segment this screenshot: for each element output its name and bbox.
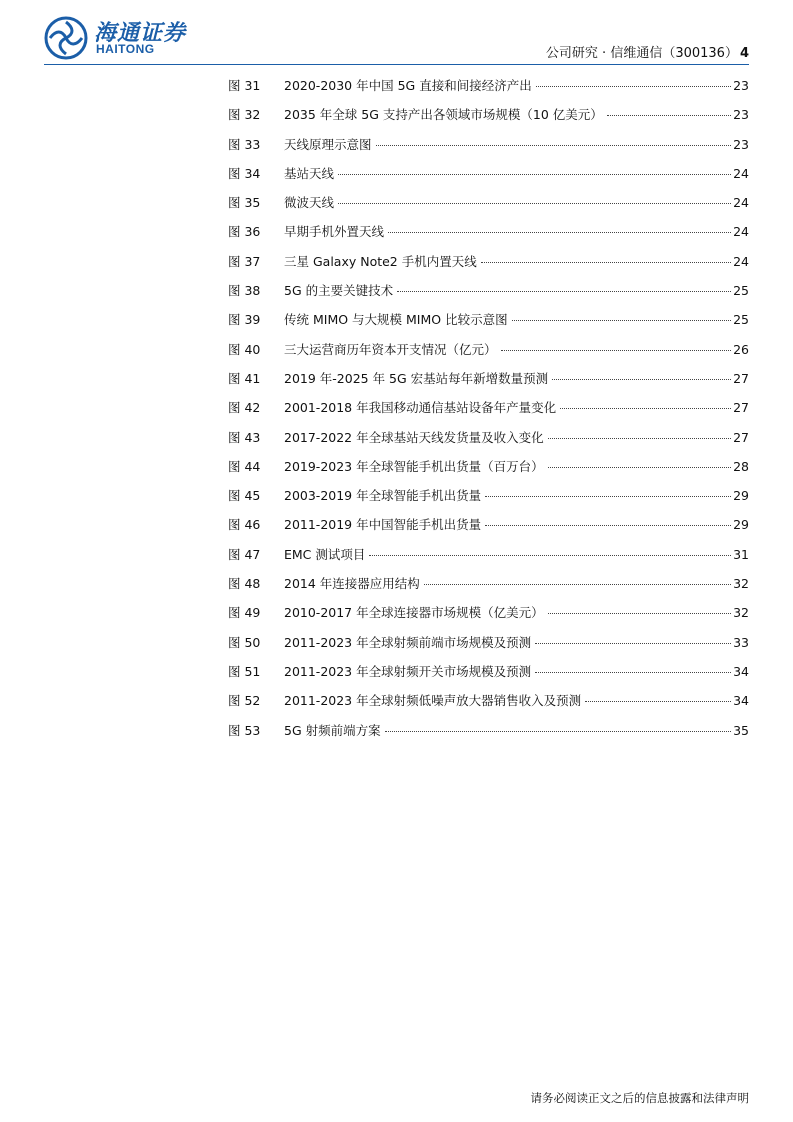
figure-page-number: 29 xyxy=(733,517,749,533)
figure-page-number: 24 xyxy=(733,165,749,181)
figure-number: 图 45 xyxy=(228,488,261,504)
dot-leader xyxy=(585,701,731,702)
toc-entry[interactable] xyxy=(228,340,749,369)
brand-name-cn: 海通证券 xyxy=(94,20,187,46)
figure-page-number: 26 xyxy=(733,341,749,357)
figure-number: 图 51 xyxy=(228,663,261,679)
figure-title: 2011-2023 年全球射频前端市场规模及预测 xyxy=(284,634,532,650)
dot-leader xyxy=(548,613,731,614)
toc-entry[interactable] xyxy=(228,222,749,251)
figure-number: 图 38 xyxy=(228,283,261,299)
figure-page-number: 28 xyxy=(733,458,749,474)
figure-title: 2019-2023 年全球智能手机出货量（百万台） xyxy=(284,458,544,474)
toc-entry[interactable] xyxy=(228,193,749,222)
figure-title: 5G 的主要关键技术 xyxy=(284,283,394,299)
figure-title: 三大运营商历年资本开支情况（亿元） xyxy=(284,341,497,357)
dot-leader xyxy=(535,643,731,644)
figure-page-number: 24 xyxy=(733,253,749,269)
dot-leader xyxy=(376,145,732,146)
toc-entry[interactable] xyxy=(228,369,749,398)
footer-disclaimer: 请务必阅读正文之后的信息披露和法律声明 xyxy=(530,1091,749,1105)
figure-page-number: 32 xyxy=(733,576,749,592)
figure-number: 图 48 xyxy=(228,576,261,592)
dot-leader xyxy=(485,525,731,526)
figure-number: 图 44 xyxy=(228,458,261,474)
toc-entry[interactable] xyxy=(228,457,749,486)
figure-title: 2017-2022 年全球基站天线发货量及收入变化 xyxy=(284,429,544,445)
dot-leader xyxy=(485,496,731,497)
figure-number: 图 33 xyxy=(228,136,261,152)
figure-title: 微波天线 xyxy=(284,195,335,211)
header-divider xyxy=(44,64,749,65)
figure-page-number: 34 xyxy=(733,663,749,679)
toc-entry[interactable] xyxy=(228,310,749,339)
figure-number: 图 50 xyxy=(228,634,261,650)
figure-title: 2011-2019 年中国智能手机出货量 xyxy=(284,517,482,533)
figure-page-number: 25 xyxy=(733,283,749,299)
toc-entry[interactable] xyxy=(228,574,749,603)
figure-number: 图 39 xyxy=(228,312,261,328)
toc-entry[interactable] xyxy=(228,135,749,164)
figure-number: 图 41 xyxy=(228,370,261,386)
toc-entry[interactable] xyxy=(228,486,749,515)
figure-title: 2035 年全球 5G 支持产出各领域市场规模（10 亿美元） xyxy=(284,107,603,123)
figure-page-number: 23 xyxy=(733,136,749,152)
page-number: 4 xyxy=(739,46,749,61)
report-info xyxy=(546,42,749,61)
dot-leader xyxy=(424,584,731,585)
toc-entry[interactable] xyxy=(228,398,749,427)
figure-number: 图 40 xyxy=(228,341,261,357)
toc-entry[interactable] xyxy=(228,164,749,193)
figure-number: 图 53 xyxy=(228,722,261,738)
toc-entry[interactable] xyxy=(228,252,749,281)
figure-page-number: 24 xyxy=(733,195,749,211)
figure-page-number: 23 xyxy=(733,107,749,123)
dot-leader xyxy=(560,408,731,409)
toc-entry[interactable] xyxy=(228,603,749,632)
figure-title: 2011-2023 年全球射频低噪声放大器销售收入及预测 xyxy=(284,693,582,709)
dot-leader xyxy=(548,467,731,468)
figure-page-number: 24 xyxy=(733,224,749,240)
toc-entry[interactable] xyxy=(228,76,749,105)
figure-title: EMC 测试项目 xyxy=(284,546,366,562)
dot-leader xyxy=(535,672,731,673)
figure-number: 图 46 xyxy=(228,517,261,533)
figure-number: 图 49 xyxy=(228,605,261,621)
toc-entry[interactable] xyxy=(228,428,749,457)
dot-leader xyxy=(397,291,731,292)
toc-entry[interactable] xyxy=(228,691,749,720)
figure-page-number: 33 xyxy=(733,634,749,650)
toc-entry[interactable] xyxy=(228,515,749,544)
haitong-logo-icon xyxy=(44,16,88,60)
toc-entry[interactable] xyxy=(228,281,749,310)
dot-leader xyxy=(501,350,732,351)
dot-leader xyxy=(552,379,731,380)
figure-title: 天线原理示意图 xyxy=(284,136,372,152)
figure-title: 早期手机外置天线 xyxy=(284,224,385,240)
toc-entry[interactable] xyxy=(228,721,749,750)
figure-page-number: 31 xyxy=(733,546,749,562)
figure-page-number: 27 xyxy=(733,400,749,416)
figure-title: 2020-2030 年中国 5G 直接和间接经济产出 xyxy=(284,78,532,93)
figure-number: 图 36 xyxy=(228,224,261,240)
figure-title: 2003-2019 年全球智能手机出货量 xyxy=(284,488,482,504)
dot-leader xyxy=(536,86,731,87)
dot-leader xyxy=(338,174,731,175)
figure-title: 三星 Galaxy Note2 手机内置天线 xyxy=(284,253,477,269)
dot-leader xyxy=(385,731,731,732)
dot-leader xyxy=(388,232,731,233)
dot-leader xyxy=(338,203,731,204)
figure-title: 2001-2018 年我国移动通信基站设备年产量变化 xyxy=(284,400,557,416)
figure-number: 图 43 xyxy=(228,429,261,445)
figure-page-number: 27 xyxy=(733,429,749,445)
figure-number: 图 47 xyxy=(228,546,261,562)
dot-leader xyxy=(512,320,732,321)
figure-title: 2010-2017 年全球连接器市场规模（亿美元） xyxy=(284,605,544,621)
toc-entry[interactable] xyxy=(228,662,749,691)
figure-page-number: 27 xyxy=(733,370,749,386)
figure-page-number: 25 xyxy=(733,312,749,328)
figure-number: 图 32 xyxy=(228,107,261,123)
dot-leader xyxy=(369,555,731,556)
dot-leader xyxy=(548,438,731,439)
toc-entry[interactable] xyxy=(228,105,749,134)
figure-number: 图 52 xyxy=(228,693,261,709)
figure-title: 基站天线 xyxy=(284,165,335,181)
dot-leader xyxy=(607,115,731,116)
figure-page-number: 29 xyxy=(733,488,749,504)
figure-index xyxy=(228,76,749,750)
page-header xyxy=(44,14,749,64)
figure-number: 图 37 xyxy=(228,253,261,269)
figure-title: 传统 MIMO 与大规模 MIMO 比较示意图 xyxy=(284,312,508,328)
figure-number: 图 31 xyxy=(228,78,261,93)
figure-page-number: 23 xyxy=(733,78,749,93)
figure-number: 图 35 xyxy=(228,195,261,211)
figure-page-number: 32 xyxy=(733,605,749,621)
toc-entry[interactable] xyxy=(228,545,749,574)
figure-title: 2019 年-2025 年 5G 宏基站每年新增数量预测 xyxy=(284,370,549,386)
figure-page-number: 35 xyxy=(733,722,749,738)
toc-entry[interactable] xyxy=(228,633,749,662)
figure-page-number: 34 xyxy=(733,693,749,709)
dot-leader xyxy=(481,262,731,263)
figure-title: 2014 年连接器应用结构 xyxy=(284,576,420,592)
figure-title: 2011-2023 年全球射频开关市场规模及预测 xyxy=(284,663,532,679)
figure-number: 图 42 xyxy=(228,400,261,416)
brand-name-en: HAITONG xyxy=(96,42,155,56)
figure-number: 图 34 xyxy=(228,165,261,181)
figure-title: 5G 射频前端方案 xyxy=(284,722,381,738)
report-title: 公司研究 · 信维通信（300136） xyxy=(545,46,738,61)
